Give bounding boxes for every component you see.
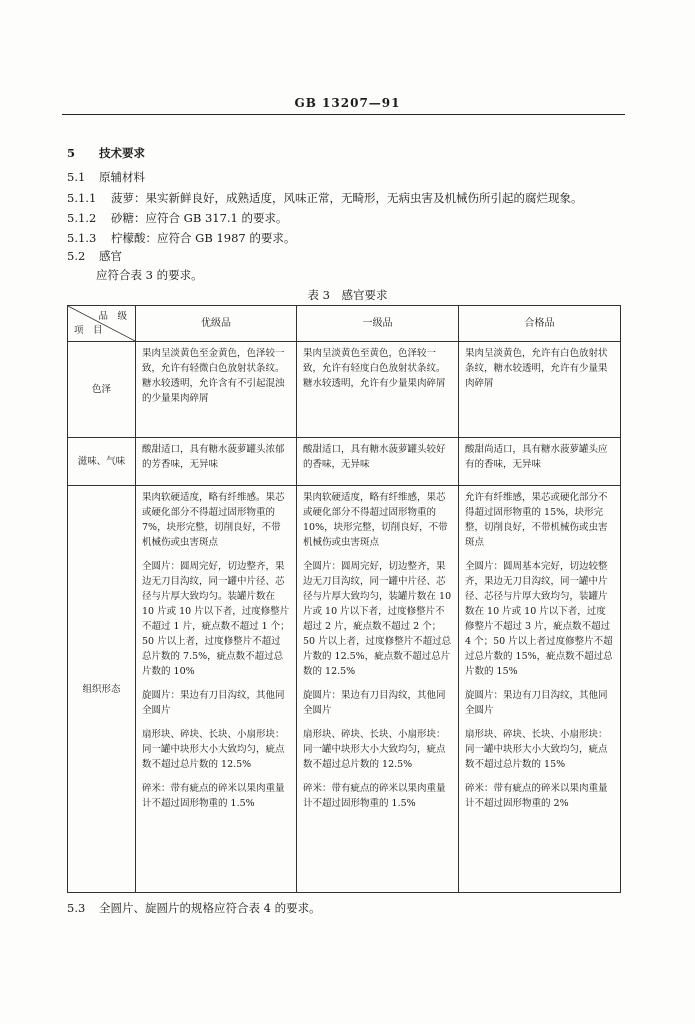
section-5-1-2 bbox=[67, 211, 288, 225]
column-header-first-grade: 一级品 bbox=[297, 306, 459, 342]
cell-texture-qualified bbox=[459, 486, 621, 893]
document-header: GB 13207—91 bbox=[294, 96, 401, 110]
sensory-requirements-table bbox=[67, 305, 621, 893]
corner-grade-label: 品 级 bbox=[98, 311, 127, 322]
cell-paragraph: 旋圆片：果边有刀目沟纹，其他同全圆片 bbox=[303, 690, 446, 716]
cell-taste-qualified bbox=[459, 438, 621, 486]
cell-paragraph: 果肉软硬适度，略有纤维感，果芯或硬化部分不得超过固形物重的 10%，块形完整，切削良好，不带机械伤或虫害斑点 bbox=[303, 492, 448, 548]
section-title: 原辅材料 bbox=[99, 170, 145, 184]
table-caption: 表 3 感官要求 bbox=[307, 288, 388, 302]
row-label-taste: 滋味、气味 bbox=[68, 438, 136, 486]
section-number: 5.1 bbox=[67, 170, 86, 184]
cell-paragraph: 酸甜尚适口，具有糖水菠萝罐头应有的香味，无异味 bbox=[465, 444, 608, 470]
cell-paragraph: 果肉呈淡黄色，允许有白色放射状条纹，糖水较透明，允许有少量果肉碎屑 bbox=[465, 348, 608, 389]
section-text: 菠萝：果实新鲜良好，成熟适度，风味正常，无畸形，无病虫害及机械伤所引起的腐烂现象。 bbox=[111, 191, 583, 205]
table-corner-cell bbox=[68, 306, 136, 342]
cell-paragraph: 旋圆片：果边有刀目沟纹，其他同全圆片 bbox=[142, 690, 285, 716]
cell-paragraph: 全圆片：圆周完好，切边整齐，果边无刀目沟纹，同一罐中片径、芯径与片厚大致均匀。装罐片数在 10 片或 10 片以下者，过度修整片不超过 1 片，疵点数不超过 1 个；50 片以上者，过度修整片不超过总片数的 7.5%，疵点数不超过总片数的 10% bbox=[142, 561, 290, 677]
section-5-1-heading bbox=[67, 170, 145, 184]
cell-paragraph: 扇形块、碎块、长块、小扇形块：同一罐中块形大小大致均匀，疵点数不超过总片数的 12.5% bbox=[142, 729, 285, 770]
cell-paragraph: 碎米：带有疵点的碎米以果肉重量计不超过固形物重的 1.5% bbox=[303, 783, 446, 809]
section-text: 柠檬酸：应符合 GB 1987 的要求。 bbox=[111, 231, 296, 245]
section-title: 技术要求 bbox=[99, 146, 145, 160]
row-label-color: 色泽 bbox=[68, 342, 136, 438]
cell-paragraph: 果肉呈淡黄色至金黄色，色泽较一致，允许有轻微白色放射状条纹。糖水较透明，允许含有不引起混浊的少量果肉碎屑 bbox=[142, 348, 285, 404]
section-5-1-1 bbox=[67, 191, 583, 205]
cell-paragraph: 扇形块、碎块、长块、小扇形块：同一罐中块形大小大致均匀，疵点数不超过总片数的 15% bbox=[465, 729, 608, 770]
row-label-texture: 组织形态 bbox=[68, 486, 136, 893]
cell-color-first-grade bbox=[297, 342, 459, 438]
section-5-2-heading bbox=[67, 249, 122, 263]
section-5-3 bbox=[67, 900, 321, 916]
section-number: 5.3 bbox=[67, 901, 86, 915]
cell-paragraph: 全圆片：圆周完好，切边整齐，果边无刀目沟纹，同一罐中片径、芯径与片厚大致均匀，装罐片数在 10 片或 10 片以下者，过度修整片不超过 2 片，疵点数不超过 2 个；50 片以上者，过度修整片不超过总片数的 12.5%，疵点数不超过总片数的 12.5% bbox=[303, 561, 452, 677]
section-number: 5 bbox=[67, 146, 76, 160]
cell-paragraph: 扇形块、碎块、长块、小扇形块：同一罐中块形大小大致均匀，疵点数不超过总片数的 12.5% bbox=[303, 729, 446, 770]
cell-paragraph: 碎米：带有疵点的碎米以果肉重量计不超过固形物重的 2% bbox=[465, 783, 608, 809]
cell-color-premium bbox=[136, 342, 297, 438]
section-text: 全圆片、旋圆片的规格应符合表 4 的要求。 bbox=[99, 901, 321, 915]
section-number: 5.2 bbox=[67, 249, 86, 263]
table-row-taste bbox=[68, 438, 621, 486]
table-header-row bbox=[68, 306, 621, 342]
section-5-2-text: 应符合表 3 的要求。 bbox=[96, 268, 203, 282]
table-row-color bbox=[68, 342, 621, 438]
cell-paragraph: 酸甜适口，具有糖水菠萝罐头较好的香味，无异味 bbox=[303, 444, 446, 470]
section-5-1-3 bbox=[67, 231, 295, 245]
cell-color-qualified bbox=[459, 342, 621, 438]
table-row-texture bbox=[68, 486, 621, 893]
cell-paragraph: 果肉软硬适度，略有纤维感。果芯或硬化部分不得超过固形物重的 7%，块形完整，切削良好，不带机械伤或虫害斑点 bbox=[142, 492, 285, 548]
section-number: 5.1.3 bbox=[67, 231, 97, 245]
cell-taste-first-grade bbox=[297, 438, 459, 486]
cell-paragraph: 酸甜适口，具有糖水菠萝罐头浓郁的芳香味，无异味 bbox=[142, 444, 285, 470]
section-number: 5.1.1 bbox=[67, 191, 97, 205]
cell-paragraph: 全圆片：圆周基本完好，切边较整齐，果边无刀目沟纹，同一罐中片径、芯径与片厚大致均匀，装罐片数在 10 片或 10 片以下者，过度修整片不超过 3 片，疵点数不超过 4 个；50 片以上者过度修整片不超过总片数的 15%，疵点数不超过总片数的 15% bbox=[465, 561, 613, 677]
cell-paragraph: 果肉呈淡黄色至黄色，色泽较一致，允许有轻度白色放射状条纹。糖水较透明，允许有少量果肉碎屑 bbox=[303, 348, 446, 389]
corner-item-label: 项 目 bbox=[74, 325, 103, 336]
cell-paragraph: 旋圆片：果边有刀目沟纹，其他同全圆片 bbox=[465, 690, 608, 716]
section-5-heading bbox=[67, 146, 145, 160]
section-number: 5.1.2 bbox=[67, 211, 97, 225]
cell-paragraph: 碎米：带有疵点的碎米以果肉重量计不超过固形物重的 1.5% bbox=[142, 783, 285, 809]
cell-texture-first-grade bbox=[297, 486, 459, 893]
column-header-premium: 优级品 bbox=[136, 306, 297, 342]
column-header-qualified: 合格品 bbox=[459, 306, 621, 342]
section-text: 砂糖：应符合 GB 317.1 的要求。 bbox=[111, 211, 288, 225]
cell-texture-premium bbox=[136, 486, 297, 893]
section-title: 感官 bbox=[99, 249, 122, 263]
cell-taste-premium bbox=[136, 438, 297, 486]
cell-paragraph: 允许有纤维感，果芯或硬化部分不得超过固形物重的 15%，块形完整，切削良好，不带机械伤或虫害斑点 bbox=[465, 492, 608, 548]
header-rule bbox=[62, 114, 625, 115]
